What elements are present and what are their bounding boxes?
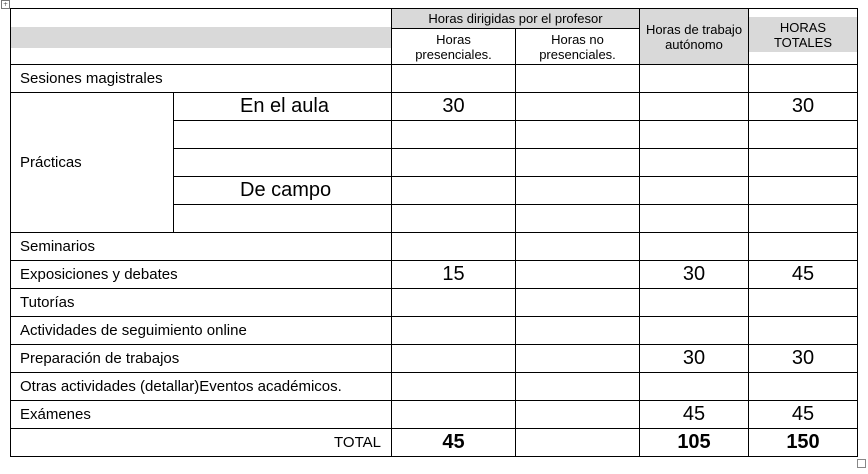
cell [749, 149, 858, 177]
cell [640, 121, 749, 149]
row-label-online: Actividades de seguimiento online [11, 317, 392, 345]
cell [174, 121, 392, 149]
table-resize-handle[interactable] [857, 459, 866, 468]
cell [392, 177, 516, 205]
row-label-trabajos: Preparación de trabajos [11, 345, 392, 373]
header-blank-cell [11, 9, 392, 65]
exposiciones-totales: 45 [749, 261, 858, 289]
cell [749, 177, 858, 205]
header-horas-no-presenciales: Horas no presenciales. [516, 29, 640, 65]
cell [392, 205, 516, 233]
cell [749, 289, 858, 317]
header-horas-totales-cell [749, 9, 858, 65]
cell [392, 121, 516, 149]
cell [516, 177, 640, 205]
cell [392, 345, 516, 373]
table-row [11, 65, 858, 93]
cell [392, 233, 516, 261]
aula-presenciales: 30 [392, 93, 516, 121]
cell [392, 401, 516, 429]
cell [516, 289, 640, 317]
table-row [11, 345, 858, 373]
cell [516, 345, 640, 373]
aula-totales: 30 [749, 93, 858, 121]
total-presenciales: 45 [392, 429, 516, 457]
row-label-otras: Otras actividades (detallar)Eventos académicos. [11, 373, 392, 401]
cell [516, 121, 640, 149]
cell [640, 205, 749, 233]
cell [749, 233, 858, 261]
cell [640, 149, 749, 177]
cell [749, 121, 858, 149]
cell [392, 317, 516, 345]
row-label-sesiones: Sesiones magistrales [11, 65, 392, 93]
table-row [11, 289, 858, 317]
cell [516, 65, 640, 93]
cell [516, 261, 640, 289]
examenes-totales: 45 [749, 401, 858, 429]
cell [640, 65, 749, 93]
row-label-en-el-aula: En el aula [174, 93, 392, 121]
cell [640, 177, 749, 205]
header-horas-presenciales: Horas presenciales. [392, 29, 516, 65]
cell [749, 373, 858, 401]
table-row [11, 401, 858, 429]
row-label-examenes: Exámenes [11, 401, 392, 429]
hours-table [10, 8, 858, 457]
header-horas-autonomo: Horas de trabajo autónomo [640, 9, 749, 65]
table-row [11, 373, 858, 401]
cell [516, 429, 640, 457]
header-horas-dirigidas: Horas dirigidas por el profesor [392, 9, 640, 29]
cell [640, 317, 749, 345]
row-label-seminarios: Seminarios [11, 233, 392, 261]
total-label: TOTAL [11, 429, 392, 457]
total-autonomo: 105 [640, 429, 749, 457]
cell [174, 149, 392, 177]
cell [174, 205, 392, 233]
cell [749, 65, 858, 93]
header-gray-band [11, 27, 391, 48]
cell [392, 289, 516, 317]
total-totales: 150 [749, 429, 858, 457]
exposiciones-presenciales: 15 [392, 261, 516, 289]
table-row [11, 93, 858, 121]
cell [640, 93, 749, 121]
cell [392, 149, 516, 177]
cell [640, 373, 749, 401]
table-row [11, 261, 858, 289]
exposiciones-autonomo: 30 [640, 261, 749, 289]
trabajos-autonomo: 30 [640, 345, 749, 373]
cell [516, 317, 640, 345]
cell [516, 373, 640, 401]
row-label-tutorias: Tutorías [11, 289, 392, 317]
cell [516, 149, 640, 177]
cell [640, 289, 749, 317]
cell [392, 65, 516, 93]
row-label-practicas: Prácticas [11, 93, 174, 233]
cell [392, 373, 516, 401]
cell [516, 93, 640, 121]
cell [516, 233, 640, 261]
table-row [11, 233, 858, 261]
cell [516, 401, 640, 429]
examenes-autonomo: 45 [640, 401, 749, 429]
row-label-de-campo: De campo [174, 177, 392, 205]
cell [749, 317, 858, 345]
table-row [11, 317, 858, 345]
cell [516, 205, 640, 233]
cell [749, 205, 858, 233]
trabajos-totales: 30 [749, 345, 858, 373]
row-label-exposiciones: Exposiciones y debates [11, 261, 392, 289]
header-horas-totales: HORAS TOTALES [749, 17, 857, 52]
table-move-handle[interactable]: + [2, 1, 9, 8]
table-row-total [11, 429, 858, 457]
cell [640, 233, 749, 261]
